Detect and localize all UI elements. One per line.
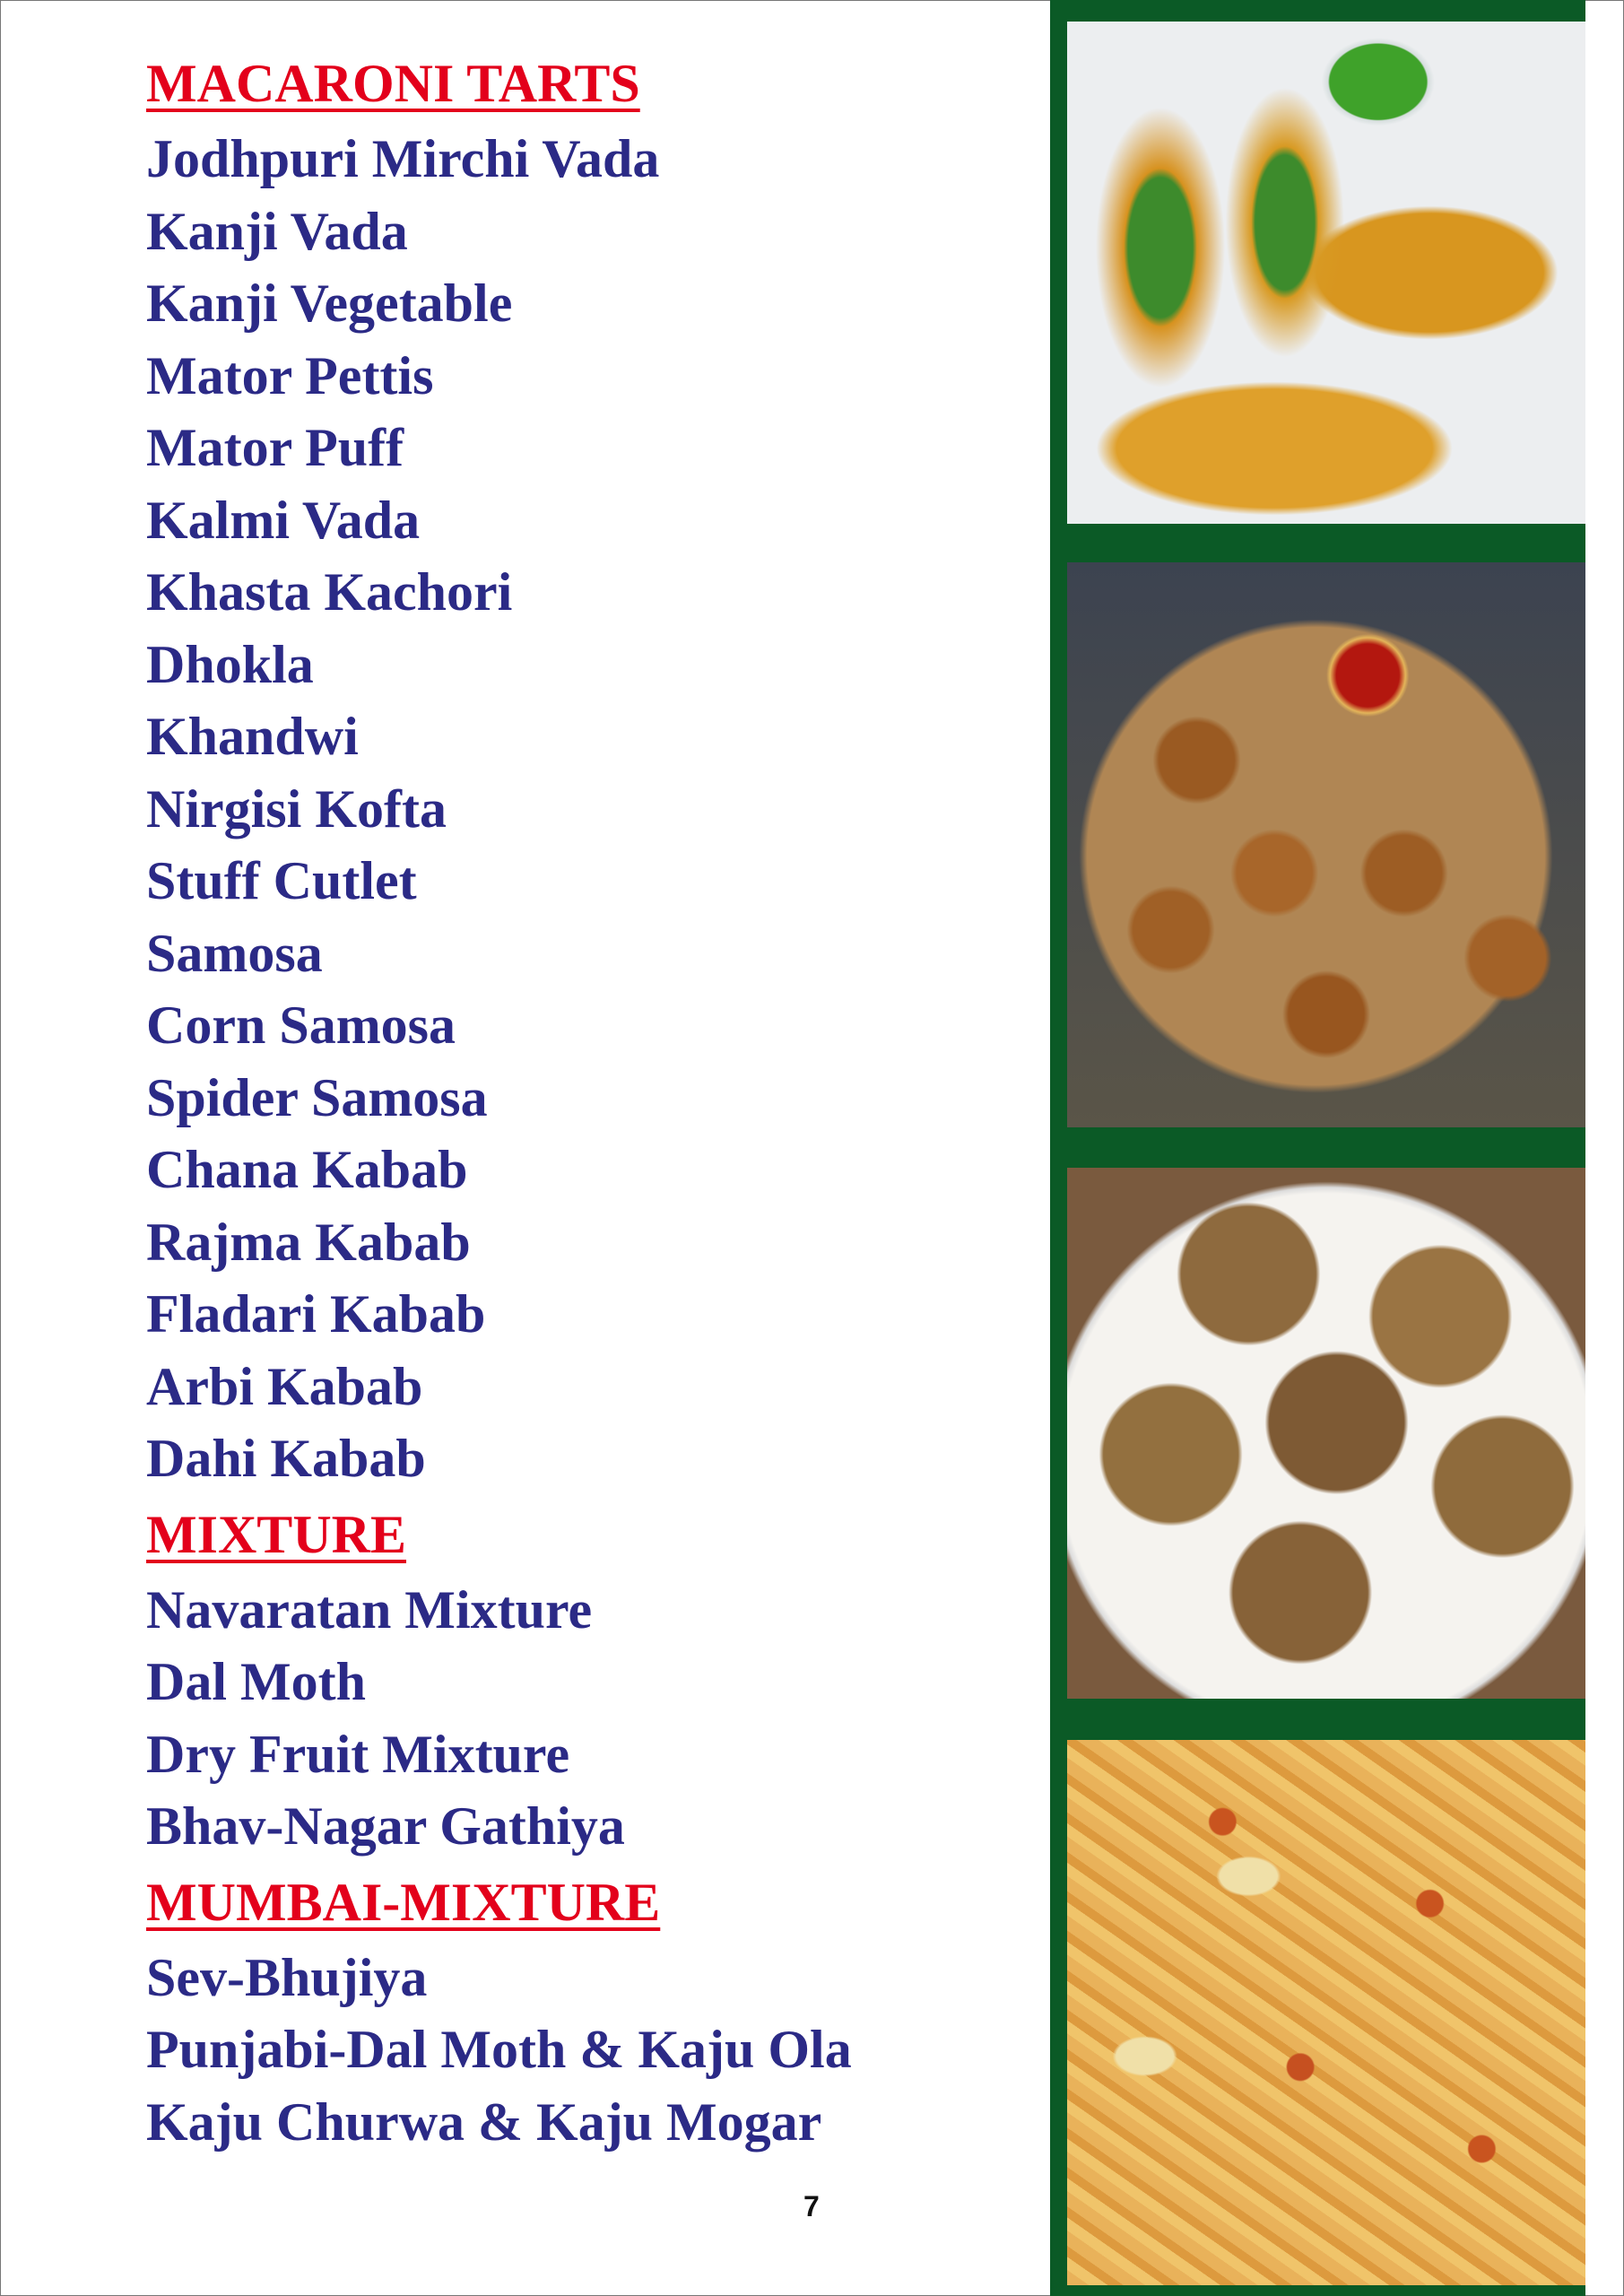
- mixture-photo: [1067, 1740, 1585, 2285]
- section-heading: MUMBAI-MIXTURE: [146, 1872, 661, 1932]
- menu-item: Kalmi Vada: [146, 490, 421, 550]
- menu-item: Sev-Bhujiya: [146, 1947, 428, 2007]
- menu-item: Arbi Kabab: [146, 1356, 423, 1416]
- menu-item: Mator Puff: [146, 418, 404, 477]
- menu-item: Chana Kabab: [146, 1140, 468, 1199]
- mirchi-vada-photo: [1067, 22, 1585, 524]
- menu-item: Rajma Kabab: [146, 1212, 471, 1272]
- menu-item: Samosa: [146, 923, 323, 983]
- menu-item: Fladari Kabab: [146, 1284, 486, 1344]
- menu-item: Jodhpuri Mirchi Vada: [146, 129, 660, 188]
- menu-item: Punjabi-Dal Moth & Kaju Ola: [146, 2020, 852, 2079]
- menu-item: Corn Samosa: [146, 996, 456, 1055]
- section-heading: MACARONI TARTS: [146, 54, 640, 113]
- page-number: 7: [803, 2190, 820, 2222]
- menu-item: Dhokla: [146, 634, 314, 694]
- kabab-photo: [1067, 1168, 1585, 1699]
- menu-item: Dal Moth: [146, 1652, 366, 1711]
- menu-item: Khasta Kachori: [146, 562, 513, 622]
- menu-item: Dry Fruit Mixture: [146, 1724, 570, 1784]
- menu-item: Mator Pettis: [146, 345, 434, 405]
- menu-item: Dahi Kabab: [146, 1429, 426, 1488]
- menu-item: Spider Samosa: [146, 1067, 488, 1127]
- menu-item: Stuff Cutlet: [146, 851, 417, 910]
- menu-item: Khandwi: [146, 707, 359, 766]
- menu-item: Navaratan Mixture: [146, 1579, 593, 1639]
- section-heading: MIXTURE: [146, 1504, 407, 1564]
- menu-item: Kanji Vada: [146, 201, 408, 261]
- menu-item: Nirgisi Kofta: [146, 778, 447, 839]
- menu-item: Bhav-Nagar Gathiya: [146, 1796, 625, 1856]
- menu-item: Kanji Vegetable: [146, 274, 513, 333]
- menu-item: Kaju Churwa & Kaju Mogar: [146, 2092, 822, 2152]
- kofta-photo: [1067, 562, 1585, 1127]
- menu-list: [146, 44, 1007, 2158]
